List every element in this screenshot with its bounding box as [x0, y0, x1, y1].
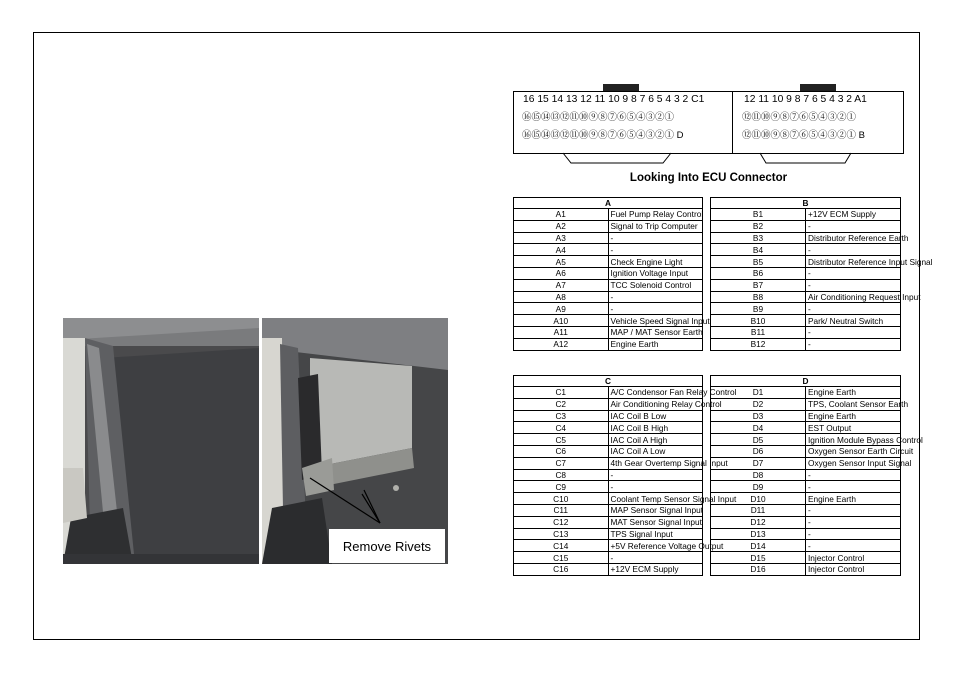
table-row: [514, 244, 703, 256]
table-row: [711, 326, 901, 338]
pin-id: D6: [711, 445, 806, 457]
table-row: [514, 279, 703, 291]
pin-id: B8: [711, 291, 806, 303]
pin-function: Fuel Pump Relay Control: [608, 209, 703, 221]
ecu-connector-diagram: [513, 83, 904, 173]
table-row: [514, 445, 703, 457]
pin-function: IAC Coil A High: [608, 434, 703, 446]
table-d-header: D: [711, 376, 901, 387]
pin-id: D10: [711, 493, 806, 505]
pin-id: B4: [711, 244, 806, 256]
connector-ab-pin-numbers: 12 11 10 9 8 7 6 5 4 3 2 A1: [744, 94, 867, 105]
pin-id: A2: [514, 220, 609, 232]
table-row: [514, 338, 703, 350]
table-a-body: [514, 209, 710, 351]
pin-id: D16: [711, 563, 806, 575]
pin-function: Ignition Voltage Input: [608, 267, 703, 279]
pin-id: D3: [711, 410, 806, 422]
pin-function: -: [806, 540, 901, 552]
pin-id: B6: [711, 267, 806, 279]
pin-id: D11: [711, 504, 806, 516]
table-row: [711, 457, 901, 469]
table-row: [711, 232, 901, 244]
table-c-header: C: [514, 376, 703, 387]
pin-id: D15: [711, 552, 806, 564]
pin-function: Signal to Trip Computer: [608, 220, 703, 232]
pin-function: -: [806, 303, 901, 315]
pinout-table-a: [513, 197, 710, 351]
table-row: [514, 387, 703, 399]
pin-function: Engine Earth: [806, 410, 901, 422]
pin-function: Engine Earth: [608, 338, 703, 350]
pin-function: -: [806, 326, 901, 338]
pin-function: -: [608, 552, 703, 564]
table-row: [711, 434, 901, 446]
table-row: [514, 220, 703, 232]
pin-function: Vehicle Speed Signal Input: [608, 315, 703, 327]
remove-rivets-callout: Remove Rivets: [329, 529, 445, 563]
table-row: [711, 256, 901, 268]
pin-function: IAC Coil B High: [608, 422, 703, 434]
table-row: [514, 540, 703, 552]
pin-id: D13: [711, 528, 806, 540]
pin-function: IAC Coil A Low: [608, 445, 703, 457]
connector-a-pins: ⑫⑪⑩⑨⑧⑦⑥⑤④③②①: [742, 112, 857, 123]
table-row: [514, 315, 703, 327]
pin-function: -: [806, 504, 901, 516]
pinout-table-c: [513, 375, 737, 576]
pin-id: C15: [514, 552, 609, 564]
table-row: [514, 209, 703, 221]
pin-function: Distributor Reference Earth: [806, 232, 901, 244]
pin-id: D12: [711, 516, 806, 528]
pinout-table-d: [710, 375, 923, 576]
pin-function: TPS, Coolant Sensor Earth: [806, 398, 901, 410]
pin-function: -: [806, 267, 901, 279]
table-row: [514, 481, 703, 493]
table-row: [711, 244, 901, 256]
pin-function: IAC Coil B Low: [608, 410, 703, 422]
footwell-after-image: [262, 318, 448, 564]
table-row: [514, 398, 703, 410]
connector-title: Looking Into ECU Connector: [629, 172, 788, 184]
table-row: [711, 481, 901, 493]
pin-id: A3: [514, 232, 609, 244]
pin-function: -: [806, 469, 901, 481]
table-row: [711, 387, 901, 399]
pin-function: EST Output: [806, 422, 901, 434]
table-row: [514, 434, 703, 446]
pin-id: C14: [514, 540, 609, 552]
pin-function: TPS Signal Input: [608, 528, 703, 540]
table-row: [711, 552, 901, 564]
pin-id: C16: [514, 563, 609, 575]
pin-id: C4: [514, 422, 609, 434]
pin-function: -: [806, 220, 901, 232]
pin-function: -: [806, 516, 901, 528]
pin-id: A1: [514, 209, 609, 221]
pin-function: Ignition Module Bypass Control: [806, 434, 901, 446]
pin-id: A8: [514, 291, 609, 303]
pin-function: MAP / MAT Sensor Earth: [608, 326, 703, 338]
pin-id: A5: [514, 256, 609, 268]
connector-cd-pin-numbers: 16 15 14 13 12 11 10 9 8 7 6 5 4 3 2 C1: [523, 94, 705, 105]
pin-function: TCC Solenoid Control: [608, 279, 703, 291]
pin-function: -: [806, 528, 901, 540]
pin-id: B11: [711, 326, 806, 338]
table-row: [711, 528, 901, 540]
table-d-body: [711, 387, 923, 576]
pin-id: C7: [514, 457, 609, 469]
pin-id: A11: [514, 326, 609, 338]
pin-id: C2: [514, 398, 609, 410]
pin-id: C13: [514, 528, 609, 540]
table-row: [514, 552, 703, 564]
pin-function: Engine Earth: [806, 387, 901, 399]
pin-id: B2: [711, 220, 806, 232]
pin-function: MAP Sensor Signal Input: [608, 504, 703, 516]
table-row: [514, 422, 703, 434]
pin-function: -: [608, 481, 703, 493]
pin-id: C9: [514, 481, 609, 493]
table-row: [711, 410, 901, 422]
pin-function: Park/ Neutral Switch: [806, 315, 901, 327]
table-row: [514, 469, 703, 481]
table-row: [711, 493, 901, 505]
table-row: [711, 469, 901, 481]
pin-id: C3: [514, 410, 609, 422]
table-row: [514, 516, 703, 528]
pin-id: D1: [711, 387, 806, 399]
pin-id: A7: [514, 279, 609, 291]
table-row: [514, 563, 703, 575]
pinout-table-b: [710, 197, 933, 351]
pin-function: Check Engine Light: [608, 256, 703, 268]
pin-id: C11: [514, 504, 609, 516]
connector-c-pins: ⑯⑮⑭⑬⑫⑪⑩⑨⑧⑦⑥⑤④③②①: [522, 112, 675, 123]
table-row: [514, 291, 703, 303]
pin-id: B10: [711, 315, 806, 327]
pin-id: C5: [514, 434, 609, 446]
table-row: [514, 267, 703, 279]
table-row: [514, 493, 703, 505]
table-row: [711, 563, 901, 575]
table-row: [711, 398, 901, 410]
pin-id: A6: [514, 267, 609, 279]
pin-id: C10: [514, 493, 609, 505]
connector-b-pins: ⑫⑪⑩⑨⑧⑦⑥⑤④③②① B: [742, 130, 865, 141]
pin-id: C12: [514, 516, 609, 528]
pin-function: -: [806, 244, 901, 256]
table-row: [514, 326, 703, 338]
pin-function: MAT Sensor Signal Input: [608, 516, 703, 528]
footwell-before-image: [63, 318, 259, 564]
table-row: [711, 267, 901, 279]
pin-function: -: [608, 303, 703, 315]
table-row: [514, 232, 703, 244]
pin-function: -: [608, 469, 703, 481]
table-row: [711, 315, 901, 327]
pin-id: B5: [711, 256, 806, 268]
pin-function: -: [806, 481, 901, 493]
table-row: [711, 540, 901, 552]
pin-id: C6: [514, 445, 609, 457]
pin-function: -: [608, 244, 703, 256]
table-row: [711, 220, 901, 232]
table-row: [711, 291, 901, 303]
pin-function: -: [608, 291, 703, 303]
pin-id: B9: [711, 303, 806, 315]
table-c-body: [514, 387, 737, 576]
pin-function: Air Conditioning Request Input: [806, 291, 901, 303]
pin-id: B1: [711, 209, 806, 221]
pin-id: B3: [711, 232, 806, 244]
table-row: [711, 279, 901, 291]
pin-function: -: [806, 279, 901, 291]
table-row: [514, 303, 703, 315]
pin-function: Air Conditioning Relay Control: [608, 398, 703, 410]
pin-id: D5: [711, 434, 806, 446]
table-row: [711, 516, 901, 528]
ecu-location-photos: [63, 318, 448, 564]
pin-id: D2: [711, 398, 806, 410]
pin-id: D14: [711, 540, 806, 552]
pin-id: B7: [711, 279, 806, 291]
photo-footwell-after: [262, 318, 448, 564]
table-row: [514, 504, 703, 516]
table-row: [514, 256, 703, 268]
pin-function: Distributor Reference Input Signal: [806, 256, 901, 268]
pin-function: Oxygen Sensor Earth Circuit: [806, 445, 901, 457]
pin-function: 4th Gear Overtemp Signal Input: [608, 457, 703, 469]
table-a-header: A: [514, 198, 703, 209]
table-row: [711, 338, 901, 350]
pin-function: -: [806, 338, 901, 350]
pin-id: A9: [514, 303, 609, 315]
table-b-header: B: [711, 198, 901, 209]
connector-d-pins: ⑯⑮⑭⑬⑫⑪⑩⑨⑧⑦⑥⑤④③②① D: [522, 130, 684, 141]
pin-id: A10: [514, 315, 609, 327]
table-row: [514, 410, 703, 422]
pin-id: D9: [711, 481, 806, 493]
table-row: [711, 445, 901, 457]
photo-footwell-before: [63, 318, 259, 564]
pin-function: +12V ECM Supply: [806, 209, 901, 221]
pin-id: C8: [514, 469, 609, 481]
pin-function: A/C Condensor Fan Relay Control: [608, 387, 703, 399]
pin-function: +12V ECM Supply: [608, 563, 703, 575]
pin-function: +5V Reference Voltage Output: [608, 540, 703, 552]
table-row: [711, 504, 901, 516]
table-row: [711, 303, 901, 315]
pin-id: D7: [711, 457, 806, 469]
table-row: [514, 528, 703, 540]
pin-id: A4: [514, 244, 609, 256]
pin-id: B12: [711, 338, 806, 350]
pin-function: -: [608, 232, 703, 244]
pin-id: C1: [514, 387, 609, 399]
pin-function: Coolant Temp Sensor Signal Input: [608, 493, 703, 505]
pin-id: A12: [514, 338, 609, 350]
table-row: [711, 422, 901, 434]
table-row: [514, 457, 703, 469]
table-b-body: [711, 209, 933, 351]
pin-id: D4: [711, 422, 806, 434]
pin-id: D8: [711, 469, 806, 481]
pin-function: Injector Control: [806, 563, 901, 575]
table-row: [711, 209, 901, 221]
pin-function: Engine Earth: [806, 493, 901, 505]
pin-function: Injector Control: [806, 552, 901, 564]
pin-function: Oxygen Sensor Input Signal: [806, 457, 901, 469]
